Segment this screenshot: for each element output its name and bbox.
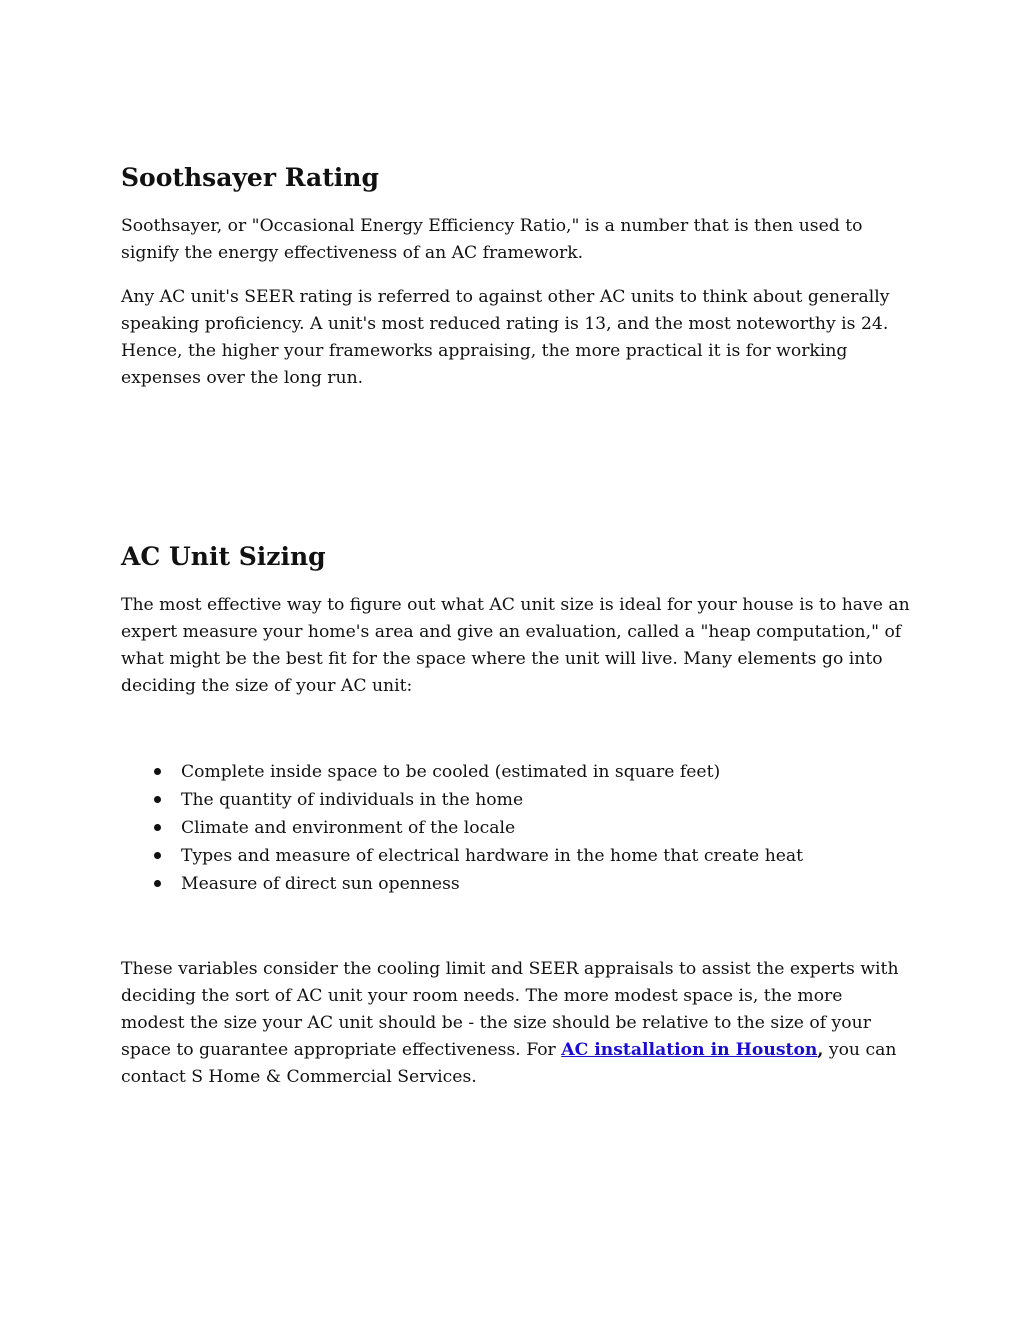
- paragraph-text-after-link: you can contact S Home & Commercial Services.: [121, 1040, 897, 1087]
- bullet-icon: [154, 796, 161, 803]
- paragraph-seer-rating-range: Any AC unit's SEER rating is referred to against other AC units to think about generally speaking proficiency. A unit's most reduced rating is 13, and the most noteworthy is 24. Hence, the higher your frameworks appraising, the more practical it is for working expenses over the long run.: [121, 287, 890, 388]
- bullet-icon: [154, 768, 161, 775]
- list-item: [121, 814, 911, 842]
- list-item: [121, 758, 911, 786]
- list-item: [121, 786, 911, 814]
- bullet-icon: [154, 880, 161, 887]
- document-body: [121, 160, 911, 1091]
- list-item: [121, 842, 911, 870]
- sizing-factors-list: [121, 758, 911, 898]
- ac-installation-houston-link[interactable]: AC installation in Houston: [561, 1040, 818, 1060]
- paragraph-sizing-intro: The most effective way to figure out what AC unit size is ideal for your house is to have an expert measure your home's area and give an evaluation, called a "heap computation," of what might be the best fit for the space where the unit will live. Many elements go into deciding the size of your AC unit:: [121, 595, 910, 696]
- list-item-text: Measure of direct sun openness: [181, 874, 460, 894]
- bullet-icon: [154, 824, 161, 831]
- list-item-text: Climate and environment of the locale: [181, 818, 516, 838]
- section-title-ac-unit-sizing: AC Unit Sizing: [121, 542, 326, 571]
- list-item-text: Types and measure of electrical hardware in the home that create heat: [181, 846, 804, 866]
- list-item-text: Complete inside space to be cooled (estimated in square feet): [181, 762, 721, 782]
- link-trailing-comma: ,: [817, 1040, 824, 1060]
- paragraph-seer-definition: Soothsayer, or "Occasional Energy Efficiency Ratio," is a number that is then used to signify the energy effectiveness of an AC framework.: [121, 216, 863, 263]
- paragraph-text-before-link: These variables consider the cooling limit and SEER appraisals to assist the experts with deciding the sort of AC unit your room needs. The more modest space is, the more modest the size your AC unit should be - the size should be relative to the size of your space to guarantee appropriate effectiveness. For: [121, 959, 899, 1060]
- bullet-icon: [154, 852, 161, 859]
- list-item: [121, 870, 911, 898]
- section-title-soothsayer-rating: Soothsayer Rating: [121, 163, 379, 192]
- list-item-text: The quantity of individuals in the home: [181, 790, 524, 810]
- paragraph-sizing-conclusion: [121, 956, 911, 1091]
